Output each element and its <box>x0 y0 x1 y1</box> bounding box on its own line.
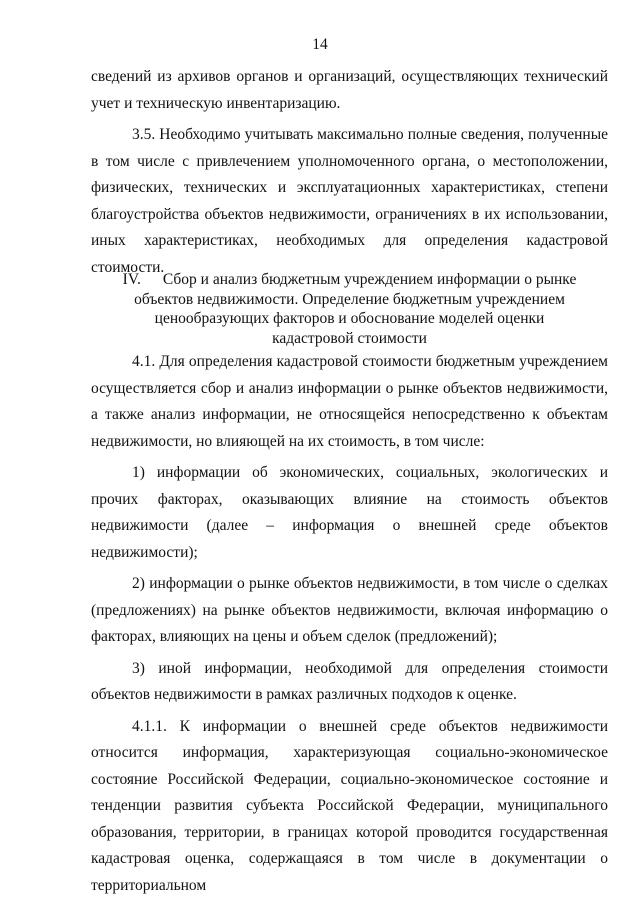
section-heading <box>91 270 608 348</box>
list-item-2: 2) информации о рынке объектов недвижимости, в том числе о сделках (предложениях) на рынке объектов недвижимости, включая информацию о факторах, влияющих на цены и объем сделок (предложений); <box>91 575 608 645</box>
list-item-3: 3) иной информации, необходимой для определения стоимости объектов недвижимости в рамках различных подходов к оценке. <box>91 659 608 703</box>
upper-text-block <box>91 64 608 281</box>
paragraph-4-1-1: 4.1.1. К информации о внешней среде объектов недвижимости относится информация, характеризующая социально-экономическое состояние Российской Федерации, социально-экономическое состояние и тенденции развития субъекта Российской Федерации, муниципального образования, территории, в границах которой проводится государственная кадастровая оценка, содержащаяся в том числе в документации о территориальном <box>91 717 608 894</box>
section-heading-line-3: ценообразующих факторов и обоснование моделей оценки <box>154 310 545 327</box>
section-numeral: IV. <box>122 271 141 288</box>
list-item-1: 1) информации об экономических, социальных, экологических и прочих факторах, оказывающих влияние на стоимость объектов недвижимости (далее – информация о внешней среде объектов недвижимости); <box>91 464 608 561</box>
section-heading-line-2: объектов недвижимости. Определение бюджетным учреждением <box>134 290 565 308</box>
section-heading-line-4: кадастровой стоимости <box>272 329 427 347</box>
page-number: 14 <box>312 36 328 53</box>
section-heading-text-1: Сбор и анализ бюджетным учреждением информации о рынке <box>162 271 577 288</box>
section-heading-line-1 <box>91 270 608 290</box>
paragraph-continuation: сведений из архивов органов и организаций, осуществляющих технический учет и техническую инвентаризацию. <box>91 68 608 112</box>
paragraph-4-1: 4.1. Для определения кадастровой стоимости бюджетным учреждением осуществляется сбор и анализ информации о рынке объектов недвижимости, а также анализ информации, не относящейся непосредственно к объектам недвижимости, но влияющей на их стоимость, в том числе: <box>91 353 608 450</box>
paragraph-3-5: 3.5. Необходимо учитывать максимально полные сведения, полученные в том числе с привлечением уполномоченного органа, о местоположении, физических, технических и эксплуатационных характеристиках, степени благоустройства объектов недвижимости, ограничениях в их использовании, иных характеристиках, необходимых для определения кадастровой стоимости. <box>91 126 608 276</box>
lower-text-block <box>91 349 608 899</box>
